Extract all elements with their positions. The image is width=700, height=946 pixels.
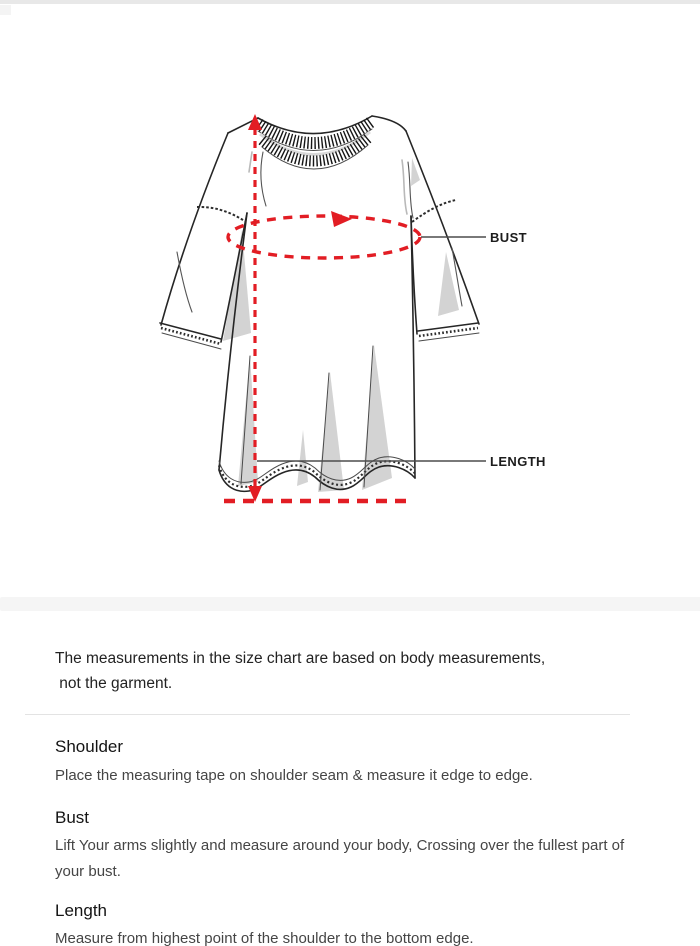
bust-section-title: Bust — [55, 808, 90, 827]
bust-section-description: Lift Your arms slightly and measure around your body, Crossing over the fullest part of your bust. — [55, 837, 625, 880]
bust-label: BUST — [490, 230, 527, 245]
shading-group — [223, 158, 459, 492]
note-line2: not the garment. — [55, 675, 173, 692]
arrow-right-icon — [331, 211, 352, 227]
measurement-marks — [224, 114, 420, 502]
note-line1: The measurements in the size chart are based on body measurements, — [55, 650, 546, 667]
tshirt-outline — [160, 116, 479, 491]
length-section-title: Length — [55, 901, 107, 920]
thin-divider — [25, 714, 630, 715]
length-label: LENGTH — [490, 454, 546, 469]
size-chart-note — [55, 646, 635, 696]
bust-measure-ellipse — [228, 216, 420, 258]
section-divider-bar — [0, 597, 700, 611]
length-section-description: Measure from highest point of the shoulder to the bottom edge. — [55, 930, 474, 946]
shoulder-section-title: Shoulder — [55, 737, 124, 756]
tshirt-collar — [258, 116, 372, 169]
callouts — [257, 230, 546, 469]
shoulder-section-description: Place the measuring tape on shoulder seam & measure it edge to edge. — [55, 767, 533, 784]
